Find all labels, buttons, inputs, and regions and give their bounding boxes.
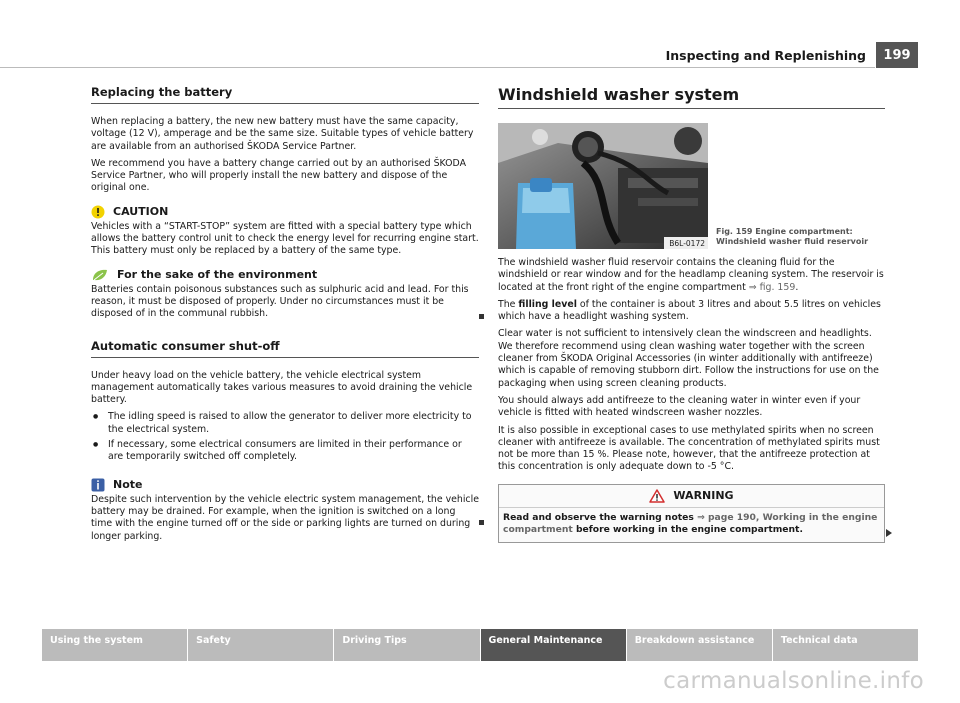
environment-text: Batteries contain poisonous substances such as sulphuric acid and lead. For this reason, it must be disposed of properly. Under no circumstances must it be disposed of in the communal rubbish. (91, 283, 469, 320)
environment-leaf-icon (91, 268, 109, 282)
environment-heading (91, 268, 479, 282)
footer-nav (42, 629, 918, 661)
paragraph: Under heavy load on the vehicle battery, the vehicle electrical system management automatically takes various measures to avoid draining the vehicle battery. (91, 369, 473, 406)
header-rule (0, 67, 875, 68)
paragraph: Clear water is not sufficient to intensively clean the windscreen and headlights. We therefore recommend using clean washing water together with the screen cleaner from ŠKODA Original Accessories (in winter additionally with antifreeze) which is capable of removing stubborn dirt. Follow the instructions for use on the packaging when using screen cleaning products. (498, 328, 879, 389)
paragraph: The windshield washer fluid reservoir contains the cleaning fluid for the windshield or rear window and for the headlamp cleaning system. The reservoir is located at the front right of the engine compartment ⇒ fig. 159. (498, 257, 884, 293)
left-column (91, 85, 479, 548)
continue-arrow-icon (886, 529, 892, 537)
section-title-windshield-washer: Windshield washer system (498, 85, 885, 109)
watermark: carmanualsonline.info (663, 668, 924, 694)
tab-breakdown-assistance[interactable]: Breakdown assistance (627, 629, 772, 661)
page-header (666, 42, 918, 68)
caution-text: Vehicles with a “START-STOP” system are fitted with a special battery type which allows the battery control unit to check the energy level for recurring engine start. This battery must only be replaced by a battery of the same type. (91, 220, 479, 257)
caution-heading (91, 205, 479, 219)
note-text: Despite such intervention by the vehicle electric system management, the vehicle battery may be drained. For example, when the ignition is switched on a long time with the engine turned off or the side or parking lights are turned on during longer parking. (91, 493, 479, 542)
note-title: Note (113, 478, 143, 492)
info-icon (91, 478, 105, 492)
tab-driving-tips[interactable]: Driving Tips (334, 629, 479, 661)
figure-159 (498, 123, 885, 249)
paragraph: The filling level of the container is about 3 litres and about 5.5 litres on vehicles which have a headlight washing system. (498, 298, 881, 323)
list-item: ● The idling speed is raised to allow the generator to deliver more electricity to the electrical system. (91, 411, 479, 436)
bullet-list (91, 411, 479, 463)
engine-compartment-photo (498, 123, 708, 249)
caution-icon (91, 205, 105, 219)
page-number: 199 (876, 42, 918, 68)
warning-title: WARNING (673, 489, 734, 503)
section-end-mark (479, 314, 484, 319)
list-item: ● If necessary, some electrical consumers are limited in their performance or are temporarily switched off completely. (91, 439, 479, 464)
paragraph: When replacing a battery, the new new battery must have the same capacity, voltage (12 V), amperage and be the same size. Suitable types of vehicle battery are available from an authorised ŠKODA Service Partner. (91, 116, 474, 152)
tab-safety[interactable]: Safety (188, 629, 333, 661)
caution-title: CAUTION (113, 205, 169, 219)
page-reference-link[interactable]: ⇒ page 190, Working in the engine compartment (503, 511, 878, 535)
warning-triangle-icon (649, 489, 665, 503)
header-title: Inspecting and Replenishing (665, 47, 866, 63)
warning-heading (499, 485, 884, 508)
paragraph: It is also possible in exceptional cases to use methylated spirits when no screen cleaner with antifreeze is available. The concentration of methylated spirits must not be more than 15 %. Please note, however, that the antifreeze protection at this concentration is only adequate down to -5 °C. (498, 424, 880, 473)
figure-reference-link[interactable]: ⇒ fig. 159 (748, 281, 796, 293)
note-heading (91, 478, 479, 492)
tab-general-maintenance[interactable]: General Maintenance (481, 629, 626, 661)
paragraph: We recommend you have a battery change carried out by an authorised ŠKODA Service Partner, who will properly install the new battery and dispose of the original one. (91, 157, 467, 194)
environment-title: For the sake of the environment (117, 268, 318, 282)
right-column (498, 85, 885, 543)
tab-using-the-system[interactable]: Using the system (42, 629, 187, 661)
figure-code: B6L-0172 (669, 239, 705, 248)
section-title-consumer-shutoff: Automatic consumer shut-off (91, 339, 479, 358)
section-end-mark (479, 520, 484, 525)
warning-text: Read and observe the warning notes ⇒ page 190, Working in the engine compartment before working in the engine compartment. (503, 511, 878, 535)
figure-caption: Fig. 159 Engine compartment: Windshield washer fluid reservoir (716, 227, 869, 246)
paragraph: You should always add antifreeze to the cleaning water in winter even if your vehicle is fitted with heated windscreen washer nozzles. (498, 394, 861, 419)
tab-technical-data[interactable]: Technical data (773, 629, 918, 661)
section-title-replacing-battery: Replacing the battery (91, 85, 479, 104)
warning-box (498, 484, 885, 543)
